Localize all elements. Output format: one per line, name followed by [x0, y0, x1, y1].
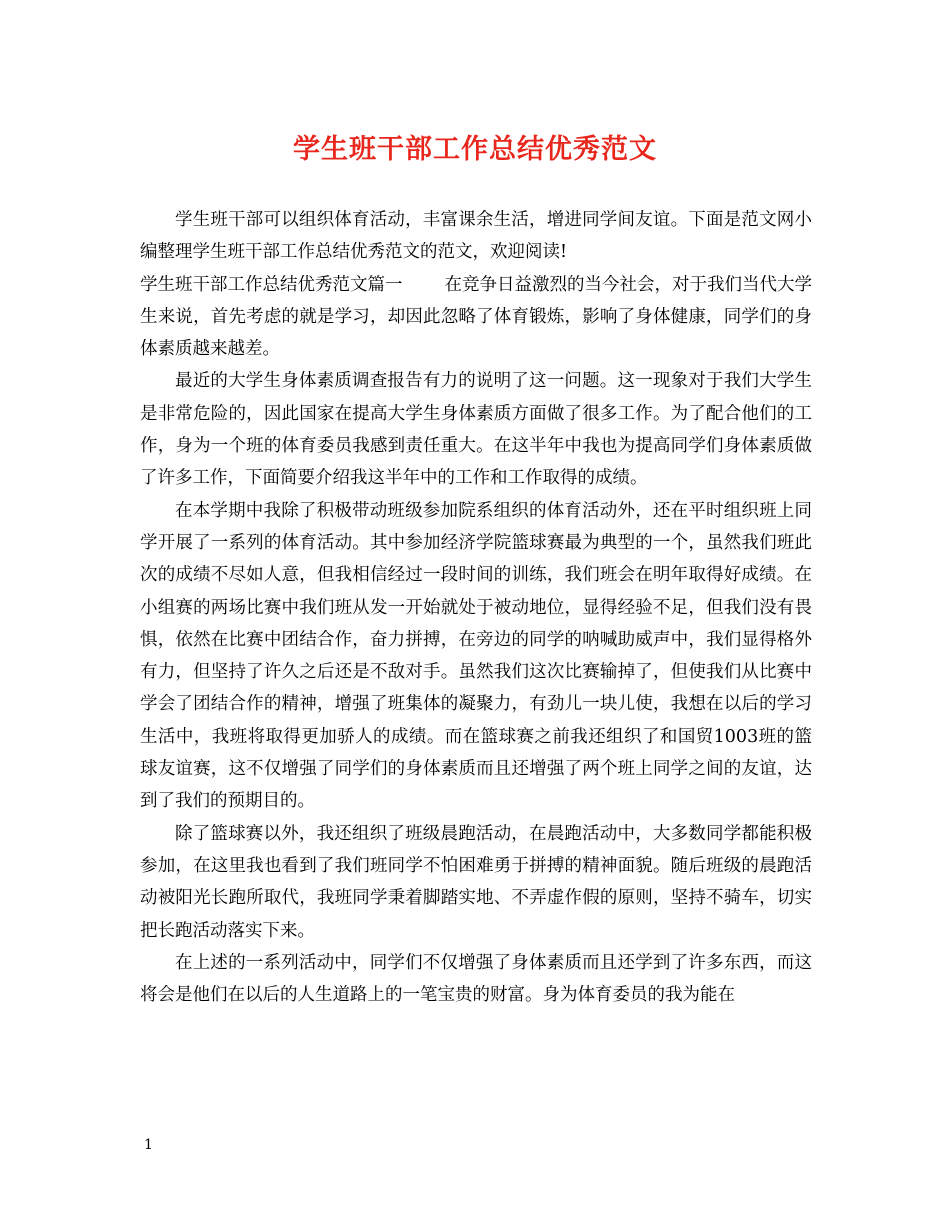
document-title: 学生班干部工作总结优秀范文 — [293, 134, 657, 165]
body-paragraph: 最近的大学生身体素质调查报告有力的说明了这一问题。这一现象对于我们大学生是非常危险的，因此国家在提高大学生身体素质方面做了很多工作。为了配合他们的工作，身为一个班的体育委员我感到责任重大。在这半年中我也为提高同学们身体素质做了许多工作，下面简要介绍我这半年中的工作和工作取得的成绩。 — [140, 371, 812, 489]
body-paragraph: 除了篮球赛以外，我还组织了班级晨跑活动，在晨跑活动中，大多数同学都能积极参加，在这里我也看到了我们班同学不怕困难勇于拼搏的精神面貌。随后班级的晨跑活动被阳光长跑所取代，我班同学秉着脚踏实地、不弄虚作假的原则，坚持不骑车，切实把长跑活动落实下来。 — [140, 823, 812, 941]
section-lead: 在竞争日益激烈的当今社会，对于我们当代大学生来说，首先考虑的就是学习，却因此忽略了体育锻炼，影响了身体健康，同学们的身体素质越来越差。 — [140, 274, 812, 360]
document-body — [140, 204, 812, 1011]
intro-paragraph: 学生班干部可以组织体育活动，丰富课余生活，增进同学间友谊。下面是范文网小编整理学生班干部工作总结优秀范文的范文，欢迎阅读! — [140, 210, 812, 263]
section-paragraph — [140, 269, 812, 366]
body-paragraph: 在本学期中我除了积极带动班级参加院系组织的体育活动外，还在平时组织班上同学开展了一系列的体育活动。其中参加经济学院篮球赛最为典型的一个，虽然我们班此次的成绩不尽如人意，但我相信经过一段时间的训练，我们班会在明年取得好成绩。在小组赛的两场比赛中我们班从发一开始就处于被动地位，显得经验不足，但我们没有畏惧，依然在比赛中团结合作，奋力拼搏，在旁边的同学的呐喊助威声中，我们显得格外有力，但坚持了许久之后还是不敌对手。虽然我们这次比赛输掉了，但使我们从比赛中学会了团结合作的精神，增强了班集体的凝聚力，有劲儿一块儿使，我想在以后的学习生活中，我班将取得更加骄人的成绩。而在篮球赛之前我还组织了和国贸1003班的篮球友谊赛，这不仅增强了同学们的身体素质而且还增强了两个班上同学之间的友谊，达到了我们的预期目的。 — [140, 500, 812, 812]
section-heading: 学生班干部工作总结优秀范文篇一 — [140, 274, 403, 295]
page-number: 1 — [144, 1137, 153, 1153]
body-paragraph: 在上述的一系列活动中，同学们不仅增强了身体素质而且还学到了许多东西，而这将会是他们在以后的人生道路上的一笔宝贵的财富。身为体育委员的我为能在 — [140, 952, 812, 1006]
